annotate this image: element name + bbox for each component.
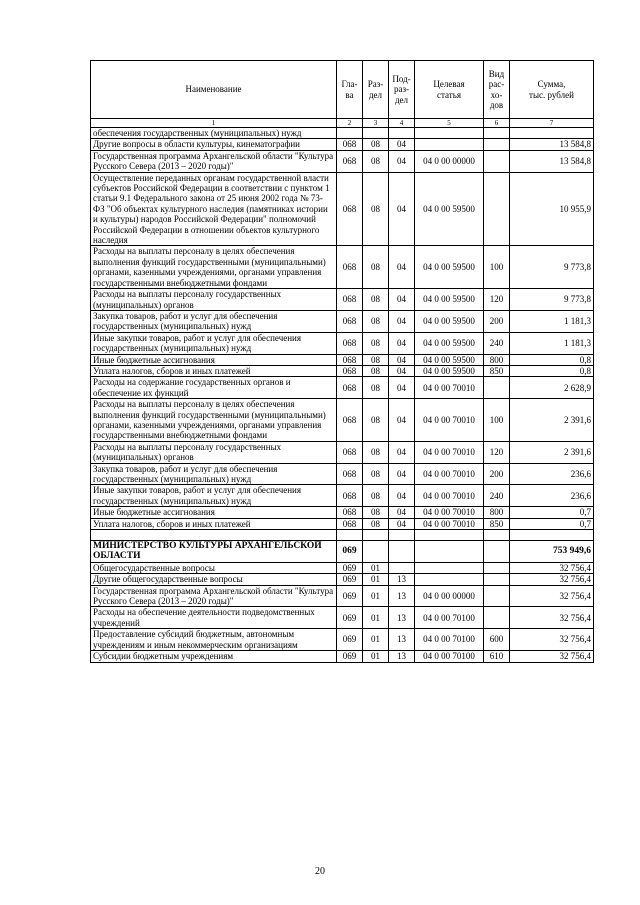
row-vid — [484, 607, 510, 629]
row-target: 04 0 00 70010 — [415, 518, 484, 529]
row-razdel: 01 — [363, 629, 389, 651]
row-glava: 068 — [337, 289, 363, 311]
row-name: Государственная программа Архангельской области "Культура Русского Севера (2013 – 2020 годы)" — [91, 150, 337, 172]
row-sum: 2 391,6 — [510, 441, 594, 463]
row-razdel: 08 — [363, 354, 389, 365]
row-podrazdel — [389, 128, 415, 139]
row-podrazdel: 04 — [389, 310, 415, 332]
row-target: 04 0 00 70010 — [415, 485, 484, 507]
row-target: 04 0 00 70100 — [415, 629, 484, 651]
row-vid: 100 — [484, 246, 510, 289]
row-target: 04 0 00 00000 — [415, 585, 484, 607]
row-sum: 9 773,8 — [510, 246, 594, 289]
row-sum: 32 756,4 — [510, 562, 594, 573]
row-sum: 13 584,8 — [510, 150, 594, 172]
row-name: Иные бюджетные ассигнования — [91, 354, 337, 365]
row-glava: 069 — [337, 629, 363, 651]
row-podrazdel: 04 — [389, 332, 415, 354]
row-podrazdel — [389, 562, 415, 573]
row-name: Расходы на выплаты персоналу государственных (муниципальных) органов — [91, 441, 337, 463]
row-vid: 100 — [484, 399, 510, 442]
row-target — [415, 139, 484, 150]
row-glava: 068 — [337, 354, 363, 365]
row-target: 04 0 00 70100 — [415, 651, 484, 662]
ministry-sum: 753 949,6 — [510, 541, 594, 563]
row-glava: 068 — [337, 485, 363, 507]
table-body-068 — [91, 128, 594, 530]
table-row — [91, 562, 594, 573]
table-row — [91, 377, 594, 399]
row-name: Осуществление переданных органам государственной власти субъектов Российской Федерации в соответствии с пунктом 1 статьи 9.1 Федерального закона от 25 июня 2002 года № 73-ФЗ "Об объектах культурного наследия (памятниках истории и культуры) народов Российской Федерации" полномочий Российской Федерации в отношении объектов культурного наследия — [91, 172, 337, 246]
row-vid — [484, 128, 510, 139]
row-glava: 068 — [337, 365, 363, 376]
ministry-row — [91, 541, 594, 563]
row-name: Государственная программа Архангельской области "Культура Русского Севера (2013 – 2020 годы)" — [91, 585, 337, 607]
row-target: 04 0 00 70010 — [415, 399, 484, 442]
row-sum: 236,6 — [510, 485, 594, 507]
row-razdel: 01 — [363, 574, 389, 585]
col-number: 1 — [91, 119, 337, 128]
row-sum — [510, 128, 594, 139]
row-target: 04 0 00 59500 — [415, 354, 484, 365]
empty-row — [91, 530, 594, 541]
table-row — [91, 651, 594, 662]
row-podrazdel: 04 — [389, 463, 415, 485]
row-vid: 800 — [484, 354, 510, 365]
header-target: Целевая статья — [415, 61, 484, 119]
row-name: Закупка товаров, работ и услуг для обеспечения государственных (муниципальных) нужд — [91, 310, 337, 332]
row-name: Расходы на выплаты персоналу в целях обеспечения выполнения функций государственными (муниципальными) органами, казенными учреждениями, органами управления государственными внебюджетными фондами — [91, 399, 337, 442]
row-vid: 200 — [484, 310, 510, 332]
row-podrazdel: 04 — [389, 246, 415, 289]
row-podrazdel: 04 — [389, 507, 415, 518]
budget-table — [90, 60, 594, 663]
row-name: Уплата налогов, сборов и иных платежей — [91, 518, 337, 529]
row-podrazdel: 04 — [389, 441, 415, 463]
table-row — [91, 365, 594, 376]
header-vid: Вид рас- хо- дов — [484, 61, 510, 119]
row-glava: 068 — [337, 139, 363, 150]
row-name: Другие вопросы в области культуры, кинематографии — [91, 139, 337, 150]
row-target: 04 0 00 59500 — [415, 172, 484, 246]
col-number: 2 — [337, 119, 363, 128]
table-row — [91, 332, 594, 354]
table-row — [91, 172, 594, 246]
row-vid: 120 — [484, 289, 510, 311]
spacer-body — [91, 530, 594, 563]
table-row — [91, 441, 594, 463]
row-razdel: 08 — [363, 441, 389, 463]
row-sum: 10 955,9 — [510, 172, 594, 246]
table-row — [91, 246, 594, 289]
row-vid: 240 — [484, 485, 510, 507]
table-row — [91, 399, 594, 442]
row-razdel: 08 — [363, 150, 389, 172]
row-sum: 32 756,4 — [510, 574, 594, 585]
column-number-row — [91, 119, 594, 128]
row-podrazdel: 04 — [389, 354, 415, 365]
row-podrazdel: 04 — [389, 139, 415, 150]
table-row — [91, 507, 594, 518]
col-number: 6 — [484, 119, 510, 128]
row-sum: 9 773,8 — [510, 289, 594, 311]
row-sum: 32 756,4 — [510, 585, 594, 607]
row-razdel: 08 — [363, 518, 389, 529]
row-razdel: 08 — [363, 172, 389, 246]
row-vid — [484, 139, 510, 150]
row-razdel: 08 — [363, 139, 389, 150]
row-vid: 850 — [484, 518, 510, 529]
row-vid: 120 — [484, 441, 510, 463]
row-target: 04 0 00 59500 — [415, 332, 484, 354]
row-razdel: 08 — [363, 507, 389, 518]
row-razdel: 08 — [363, 399, 389, 442]
row-target: 04 0 00 59500 — [415, 365, 484, 376]
table-row — [91, 310, 594, 332]
table-row — [91, 463, 594, 485]
row-razdel: 08 — [363, 365, 389, 376]
row-name: Иные закупки товаров, работ и услуг для обеспечения государственных (муниципальных) нужд — [91, 485, 337, 507]
row-razdel — [363, 128, 389, 139]
header-row — [91, 61, 594, 119]
row-vid — [484, 172, 510, 246]
col-number: 3 — [363, 119, 389, 128]
row-podrazdel: 04 — [389, 172, 415, 246]
row-name: Расходы на обеспечение деятельности подведомственных учреждений — [91, 607, 337, 629]
row-vid — [484, 574, 510, 585]
row-glava: 068 — [337, 172, 363, 246]
row-name: Иные закупки товаров, работ и услуг для обеспечения государственных (муниципальных) нужд — [91, 332, 337, 354]
row-name: Закупка товаров, работ и услуг для обеспечения государственных (муниципальных) нужд — [91, 463, 337, 485]
row-target: 04 0 00 59500 — [415, 310, 484, 332]
row-target: 04 0 00 00000 — [415, 150, 484, 172]
row-vid: 240 — [484, 332, 510, 354]
row-razdel: 08 — [363, 485, 389, 507]
row-name: Уплата налогов, сборов и иных платежей — [91, 365, 337, 376]
row-name: Другие общегосударственные вопросы — [91, 574, 337, 585]
row-glava: 069 — [337, 651, 363, 662]
row-glava: 068 — [337, 518, 363, 529]
row-name: обеспечения государственных (муниципальных) нужд — [91, 128, 337, 139]
row-glava: 068 — [337, 377, 363, 399]
row-vid: 850 — [484, 365, 510, 376]
table-row — [91, 150, 594, 172]
row-vid: 800 — [484, 507, 510, 518]
row-podrazdel: 04 — [389, 518, 415, 529]
row-glava: 069 — [337, 585, 363, 607]
row-podrazdel: 04 — [389, 485, 415, 507]
header-podrazdel: Под- раз- дел — [389, 61, 415, 119]
page-number: 20 — [315, 866, 325, 877]
row-razdel: 01 — [363, 651, 389, 662]
row-razdel: 08 — [363, 377, 389, 399]
table-row — [91, 574, 594, 585]
row-vid: 200 — [484, 463, 510, 485]
col-number: 5 — [415, 119, 484, 128]
row-target: 04 0 00 70010 — [415, 463, 484, 485]
row-vid: 600 — [484, 629, 510, 651]
table-row — [91, 485, 594, 507]
row-vid — [484, 562, 510, 573]
row-target: 04 0 00 59500 — [415, 246, 484, 289]
table-row — [91, 629, 594, 651]
row-razdel: 08 — [363, 310, 389, 332]
row-sum: 0,7 — [510, 518, 594, 529]
row-vid — [484, 150, 510, 172]
table-row — [91, 128, 594, 139]
row-vid — [484, 377, 510, 399]
row-razdel: 01 — [363, 585, 389, 607]
row-name: Расходы на выплаты персоналу государственных (муниципальных) органов — [91, 289, 337, 311]
row-target: 04 0 00 70010 — [415, 441, 484, 463]
row-glava: 068 — [337, 310, 363, 332]
row-glava: 068 — [337, 332, 363, 354]
row-target — [415, 562, 484, 573]
row-glava: 069 — [337, 607, 363, 629]
row-glava: 068 — [337, 441, 363, 463]
row-razdel: 08 — [363, 289, 389, 311]
row-glava: 068 — [337, 507, 363, 518]
row-podrazdel: 04 — [389, 365, 415, 376]
row-name: Предоставление субсидий бюджетным, автономным учреждениям и иным некоммерческим организациям — [91, 629, 337, 651]
row-sum: 0,8 — [510, 354, 594, 365]
row-podrazdel: 04 — [389, 289, 415, 311]
row-vid: 610 — [484, 651, 510, 662]
row-razdel: 08 — [363, 332, 389, 354]
row-target: 04 0 00 70100 — [415, 607, 484, 629]
row-target — [415, 128, 484, 139]
row-sum: 13 584,8 — [510, 139, 594, 150]
table-row — [91, 585, 594, 607]
table-row — [91, 139, 594, 150]
row-sum: 1 181,3 — [510, 332, 594, 354]
row-glava: 068 — [337, 399, 363, 442]
header-name: Наименование — [91, 61, 337, 119]
row-razdel: 08 — [363, 463, 389, 485]
col-number: 7 — [510, 119, 594, 128]
header-razdel: Раз- дел — [363, 61, 389, 119]
row-podrazdel: 13 — [389, 607, 415, 629]
row-razdel: 01 — [363, 562, 389, 573]
row-sum: 32 756,4 — [510, 629, 594, 651]
row-name: Общегосударственные вопросы — [91, 562, 337, 573]
table-row — [91, 289, 594, 311]
row-vid — [484, 585, 510, 607]
ministry-glava: 069 — [337, 541, 363, 563]
col-number: 4 — [389, 119, 415, 128]
row-glava: 068 — [337, 463, 363, 485]
table-row — [91, 607, 594, 629]
row-glava — [337, 128, 363, 139]
row-podrazdel: 04 — [389, 399, 415, 442]
row-podrazdel: 13 — [389, 574, 415, 585]
row-razdel: 01 — [363, 607, 389, 629]
budget-table-sheet — [90, 60, 593, 663]
row-target: 04 0 00 70010 — [415, 377, 484, 399]
row-sum: 32 756,4 — [510, 651, 594, 662]
row-sum: 0,8 — [510, 365, 594, 376]
table-body-069 — [91, 562, 594, 662]
table-row — [91, 518, 594, 529]
row-name: Расходы на содержание государственных органов и обеспечение их функций — [91, 377, 337, 399]
table-row — [91, 354, 594, 365]
row-sum: 1 181,3 — [510, 310, 594, 332]
header-sum: Сумма, тыс. рублей — [510, 61, 594, 119]
row-podrazdel: 13 — [389, 629, 415, 651]
ministry-name: МИНИСТЕРСТВО КУЛЬТУРЫ АРХАНГЕЛЬСКОЙ ОБЛАСТИ — [91, 541, 337, 563]
row-name: Иные бюджетные ассигнования — [91, 507, 337, 518]
row-glava: 069 — [337, 562, 363, 573]
row-sum: 32 756,4 — [510, 607, 594, 629]
row-sum: 0,7 — [510, 507, 594, 518]
row-glava: 068 — [337, 246, 363, 289]
row-target: 04 0 00 59500 — [415, 289, 484, 311]
row-razdel: 08 — [363, 246, 389, 289]
row-podrazdel: 13 — [389, 585, 415, 607]
row-name: Субсидии бюджетным учреждениям — [91, 651, 337, 662]
row-podrazdel: 13 — [389, 651, 415, 662]
row-podrazdel: 04 — [389, 150, 415, 172]
header-glava: Гла- ва — [337, 61, 363, 119]
row-glava: 069 — [337, 574, 363, 585]
row-target — [415, 574, 484, 585]
row-target: 04 0 00 70010 — [415, 507, 484, 518]
row-sum: 2 391,6 — [510, 399, 594, 442]
row-name: Расходы на выплаты персоналу в целях обеспечения выполнения функций государственными (муниципальными) органами, казенными учреждениями, органами управления государственными внебюджетными фондами — [91, 246, 337, 289]
row-sum: 236,6 — [510, 463, 594, 485]
row-glava: 068 — [337, 150, 363, 172]
row-podrazdel: 04 — [389, 377, 415, 399]
row-sum: 2 628,9 — [510, 377, 594, 399]
